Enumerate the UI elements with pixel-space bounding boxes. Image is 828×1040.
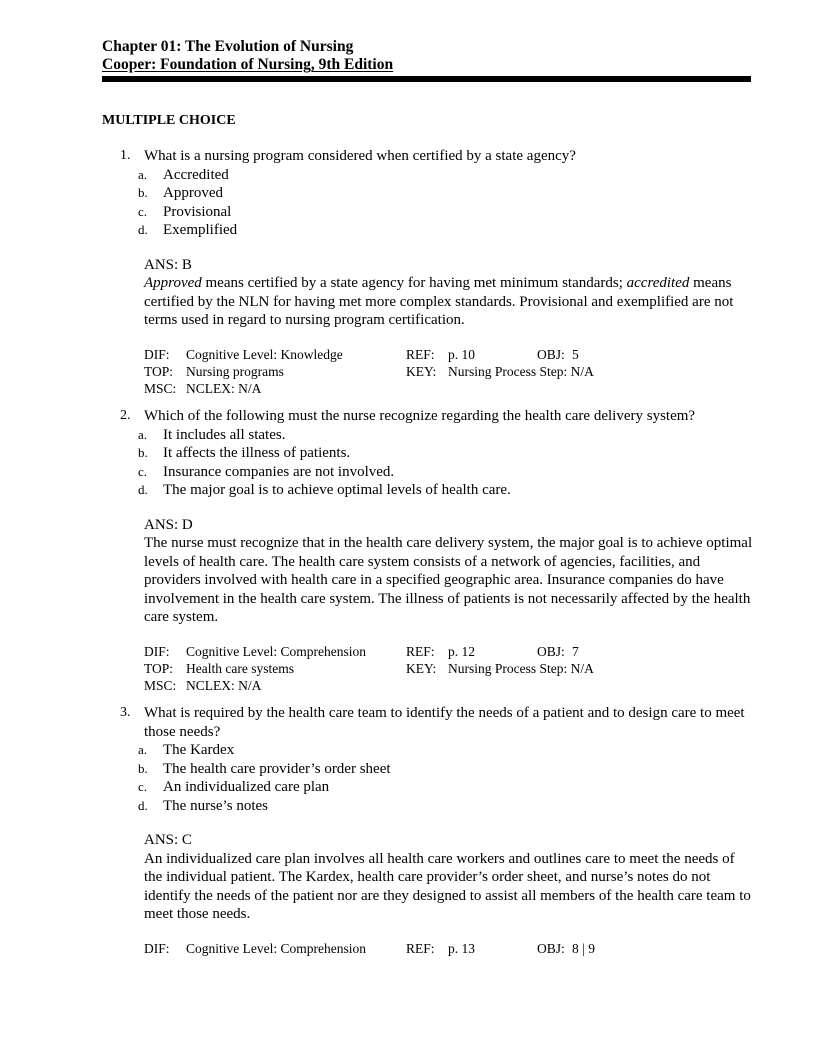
option-a (138, 741, 756, 760)
question-number: 1. (120, 148, 131, 163)
option-text: Accredited (163, 166, 229, 183)
chapter-title: Chapter 01: The Evolution of Nursing (102, 38, 354, 55)
option-text: An individualized care plan (163, 779, 330, 795)
msc-value: NCLEX: N/A (186, 677, 262, 693)
question-metadata (144, 940, 756, 992)
option-a (138, 426, 756, 445)
option-letter: d. (138, 482, 148, 497)
msc-value: NCLEX: N/A (186, 380, 262, 396)
option-letter: c. (138, 203, 148, 219)
topic-value: Nursing programs (186, 363, 284, 379)
key-value: Nursing Process Step: N/A (448, 660, 594, 676)
difficulty-value: Cognitive Level: Comprehension (186, 940, 366, 956)
option-letter: b. (138, 445, 148, 460)
option-text: Exemplified (163, 222, 238, 238)
option-b (138, 760, 756, 779)
rationale (144, 274, 756, 330)
option-text: Provisional (163, 203, 232, 220)
rationale: An individualized care plan involves all health care workers and outlines care to meet the needs of the individual patient. The Kardex, health care provider’s order sheet, and nurse’s notes do not identify the needs of the patient nor are they designed to assist all members of the health care team to meet those needs. (144, 850, 751, 922)
question-number: 3. (120, 705, 131, 720)
obj-label: OBJ: (537, 346, 565, 362)
option-text: The major goal is to achieve optimal levels of health care. (163, 482, 511, 498)
question-stem: Which of the following must the nurse recognize regarding the health care delivery system? (144, 408, 696, 424)
topic-value: Health care systems (186, 660, 294, 676)
option-text: Insurance companies are not involved. (163, 463, 395, 480)
option-letter: c. (138, 779, 148, 794)
section-heading: MULTIPLE CHOICE (102, 113, 236, 128)
option-a (138, 166, 756, 185)
question-1 (120, 147, 756, 398)
option-c (138, 778, 756, 797)
ref-label: REF: (406, 346, 435, 362)
option-letter: d. (138, 222, 148, 237)
answer-block (144, 256, 756, 330)
option-text: The health care provider’s order sheet (163, 760, 391, 777)
reference-value: p. 10 (448, 346, 475, 362)
question-number: 2. (120, 408, 131, 423)
answer-key: ANS: C (144, 832, 192, 848)
question-stem: What is required by the health care team to identify the needs of a patient and to design care to meet those needs? (144, 705, 745, 740)
option-letter: a. (138, 166, 148, 182)
answer-options (138, 166, 756, 240)
question-2 (120, 407, 756, 695)
ref-label: REF: (406, 643, 435, 659)
answer-block (144, 516, 756, 627)
top-label: TOP: (144, 363, 174, 379)
question-metadata (144, 643, 756, 695)
option-letter: a. (138, 426, 148, 442)
rationale-italic-term: Approved (144, 275, 202, 291)
objective-value: 7 (572, 643, 579, 659)
rationale-text: means certified by a state agency for having met minimum standards; (201, 275, 627, 291)
question-metadata (144, 346, 756, 398)
dif-label: DIF: (144, 940, 170, 956)
objective-value: 5 (572, 346, 579, 362)
option-b (138, 444, 756, 463)
answer-options (138, 741, 756, 815)
option-c (138, 203, 756, 222)
answer-block (144, 831, 756, 924)
document-header (102, 38, 393, 74)
dif-label: DIF: (144, 346, 170, 362)
option-letter: b. (138, 760, 148, 776)
option-text: Approved (163, 185, 223, 201)
dif-label: DIF: (144, 643, 170, 659)
option-text: It includes all states. (163, 426, 286, 443)
difficulty-value: Cognitive Level: Comprehension (186, 643, 366, 659)
reference-value: p. 12 (448, 643, 475, 659)
difficulty-value: Cognitive Level: Knowledge (186, 346, 343, 362)
answer-key: ANS: D (144, 516, 193, 533)
option-text: It affects the illness of patients. (163, 445, 351, 461)
key-label: KEY: (406, 363, 437, 379)
msc-label: MSC: (144, 677, 177, 693)
answer-key: ANS: B (144, 256, 192, 273)
option-letter: a. (138, 742, 148, 757)
reference-value: p. 13 (448, 940, 475, 956)
objective-value: 8 | 9 (572, 940, 595, 956)
book-subtitle: Cooper: Foundation of Nursing, 9th Edition (102, 56, 394, 73)
key-label: KEY: (406, 660, 437, 676)
option-letter: c. (138, 463, 148, 479)
question-stem: What is a nursing program considered when certified by a state agency? (144, 148, 576, 164)
option-letter: d. (138, 797, 148, 813)
question-3 (120, 704, 756, 992)
option-c (138, 463, 756, 482)
ref-label: REF: (406, 940, 435, 956)
rationale: The nurse must recognize that in the health care delivery system, the major goal is to achieve optimal levels of health care. The health care system consists of a network of agencies, facilities, and providers involved with health care in a specified geographic area. Insurance companies do have involvement in the health care system. The illness of patients is not necessarily affected by the health care system. (144, 535, 753, 625)
rationale-text: means certified by the NLN for having met more complex standards. Provisional and exemplified are not terms used in regard to nursing program certification. (144, 275, 734, 328)
header-rule (102, 76, 751, 82)
obj-label: OBJ: (537, 643, 565, 659)
option-b (138, 184, 756, 203)
top-label: TOP: (144, 660, 174, 676)
rationale-italic-term: accredited (626, 275, 690, 291)
obj-label: OBJ: (537, 940, 565, 956)
answer-options (138, 426, 756, 500)
option-d (138, 797, 756, 816)
key-value: Nursing Process Step: N/A (448, 363, 594, 379)
option-letter: b. (138, 185, 148, 200)
option-d (138, 481, 756, 500)
option-text: The Kardex (163, 742, 235, 758)
option-d (138, 221, 756, 240)
msc-label: MSC: (144, 380, 177, 396)
option-text: The nurse’s notes (163, 797, 268, 814)
